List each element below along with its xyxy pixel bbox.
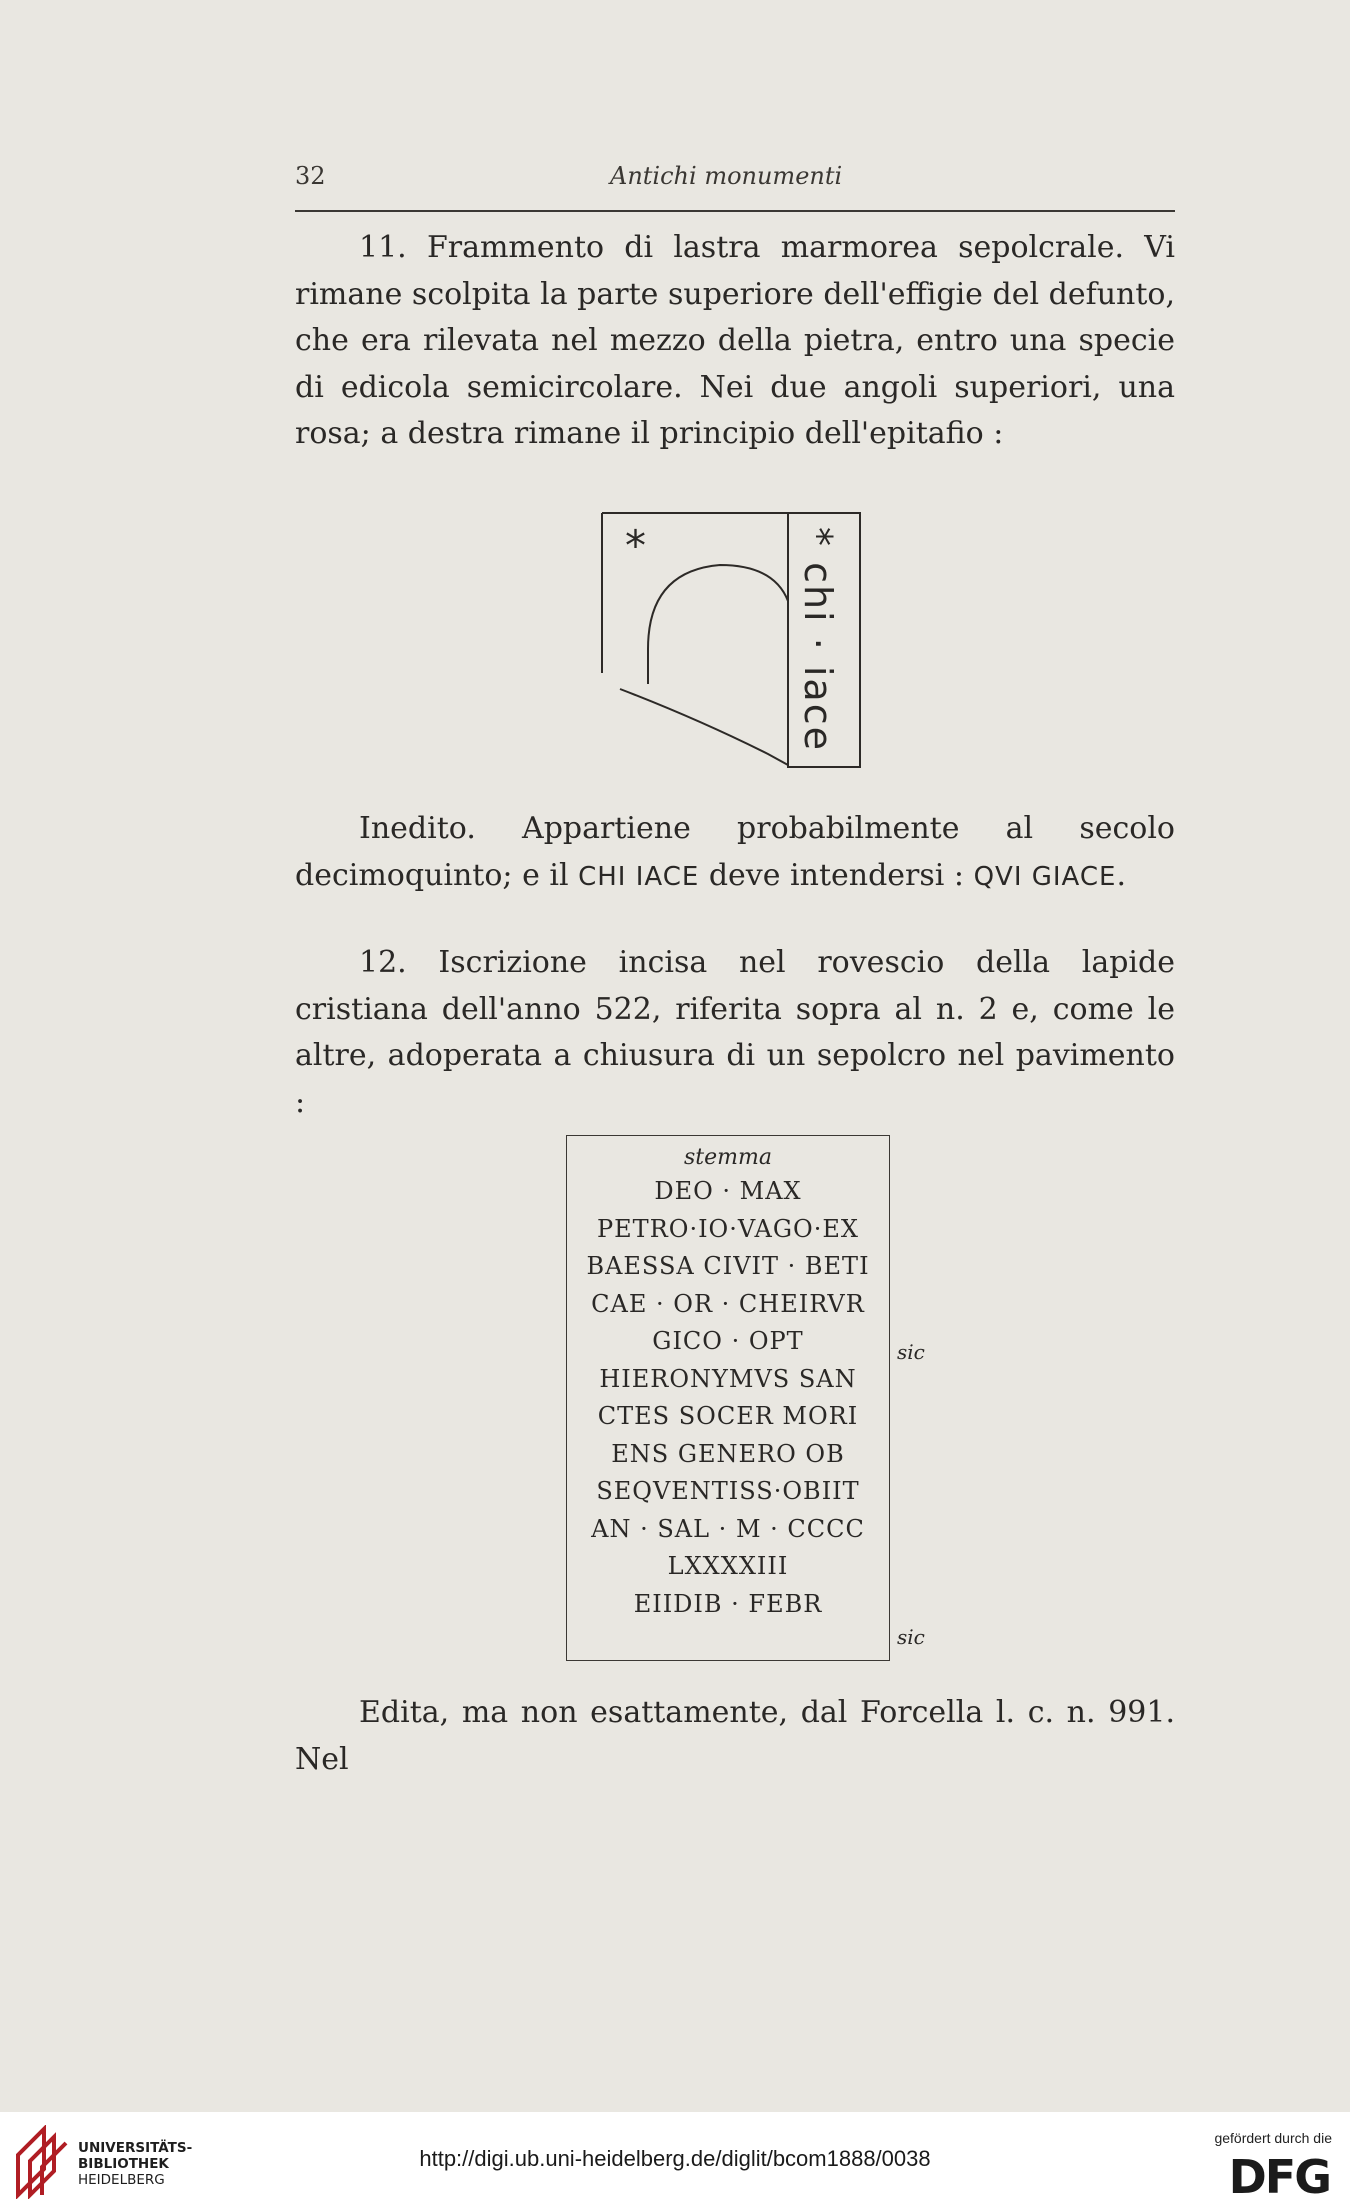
inscription-line: DEO · MAX (654, 1177, 802, 1205)
inscription-line: EIIDIB · FEBR (633, 1589, 823, 1618)
inscription-box (566, 1135, 890, 1661)
sic-note: sic (897, 1340, 925, 1364)
paragraph-12: 12. Iscrizione incisa nel rovescio della lapide cristiana dell'anno 522, riferita sopra al n. 2 e, come le altre, adoperata a chiusura di un sepolcro nel pavimento : (295, 945, 1175, 1120)
digitization-footer (0, 2112, 1350, 2212)
library-line: UNIVERSITÄTS- (78, 2140, 193, 2156)
library-line: BIBLIOTHEK (78, 2156, 169, 2172)
inscription-line: BAESSA CIVIT · BETI (586, 1252, 870, 1280)
dfg-logo: DFG (1228, 2150, 1330, 2204)
running-header (295, 162, 1175, 202)
library-line: HEIDELBERG (78, 2172, 165, 2188)
permalink-url[interactable]: http://digi.ub.uni-heidelberg.de/diglit/bcom1888/0038 (419, 2146, 931, 2171)
inscription-line: SEQVENTISS·OBIIT (596, 1477, 860, 1505)
page-number: 32 (295, 162, 326, 190)
funding-note: gefördert durch die (1214, 2130, 1332, 2146)
sic-note: sic (897, 1625, 925, 1649)
inscription-line: HIERONYMVS SAN (599, 1364, 857, 1393)
paragraph-11: 11. Frammento di lastra marmorea sepolcrale. Vi rimane scolpita la parte superiore dell'effigie del defunto, che era rilevata nel mezzo della pietra, entro una specie di edicola semicircolare. Nei due angoli superiori, una rosa; a destra rimane il principio dell'epitafio : (295, 230, 1175, 451)
p2-text-b: deve intendersi : (699, 857, 974, 893)
rosette-left: * (625, 521, 646, 570)
paragraph-edita: Edita, ma non esattamente, dal Forcella l. c. n. 991. Nel (295, 1695, 1175, 1777)
p2-caps-qvi-giace: QVI GIACE (973, 861, 1117, 892)
stemma-label: stemma (684, 1145, 772, 1170)
inscription-line: CAE · OR · CHEIRVR (591, 1289, 865, 1318)
inscription-line: GICO · OPT (652, 1327, 804, 1355)
inscription-line: ENS GENERO OB (611, 1439, 845, 1468)
fragment-drawing (598, 509, 870, 777)
inscription-line: LXXXXIII (667, 1552, 789, 1580)
epitaph-vertical-text: * chi · iace (796, 527, 840, 752)
p2-caps-chi-iace: CHI IACE (578, 861, 700, 892)
header-rule (295, 210, 1175, 212)
inscription-line: AN · SAL · M · CCCC (591, 1514, 865, 1543)
paragraph-inedito (295, 806, 1175, 900)
inscription-line: CTES SOCER MORI (597, 1402, 859, 1430)
running-title: Antichi monumenti (610, 162, 843, 190)
p2-text-a: Inedito. Appartiene probabilmente al secolo decimoquinto; e il (295, 811, 1175, 893)
p2-text-c: . (1116, 857, 1127, 893)
inscription-line: PETRO·IO·VAGO·EX (597, 1214, 859, 1243)
